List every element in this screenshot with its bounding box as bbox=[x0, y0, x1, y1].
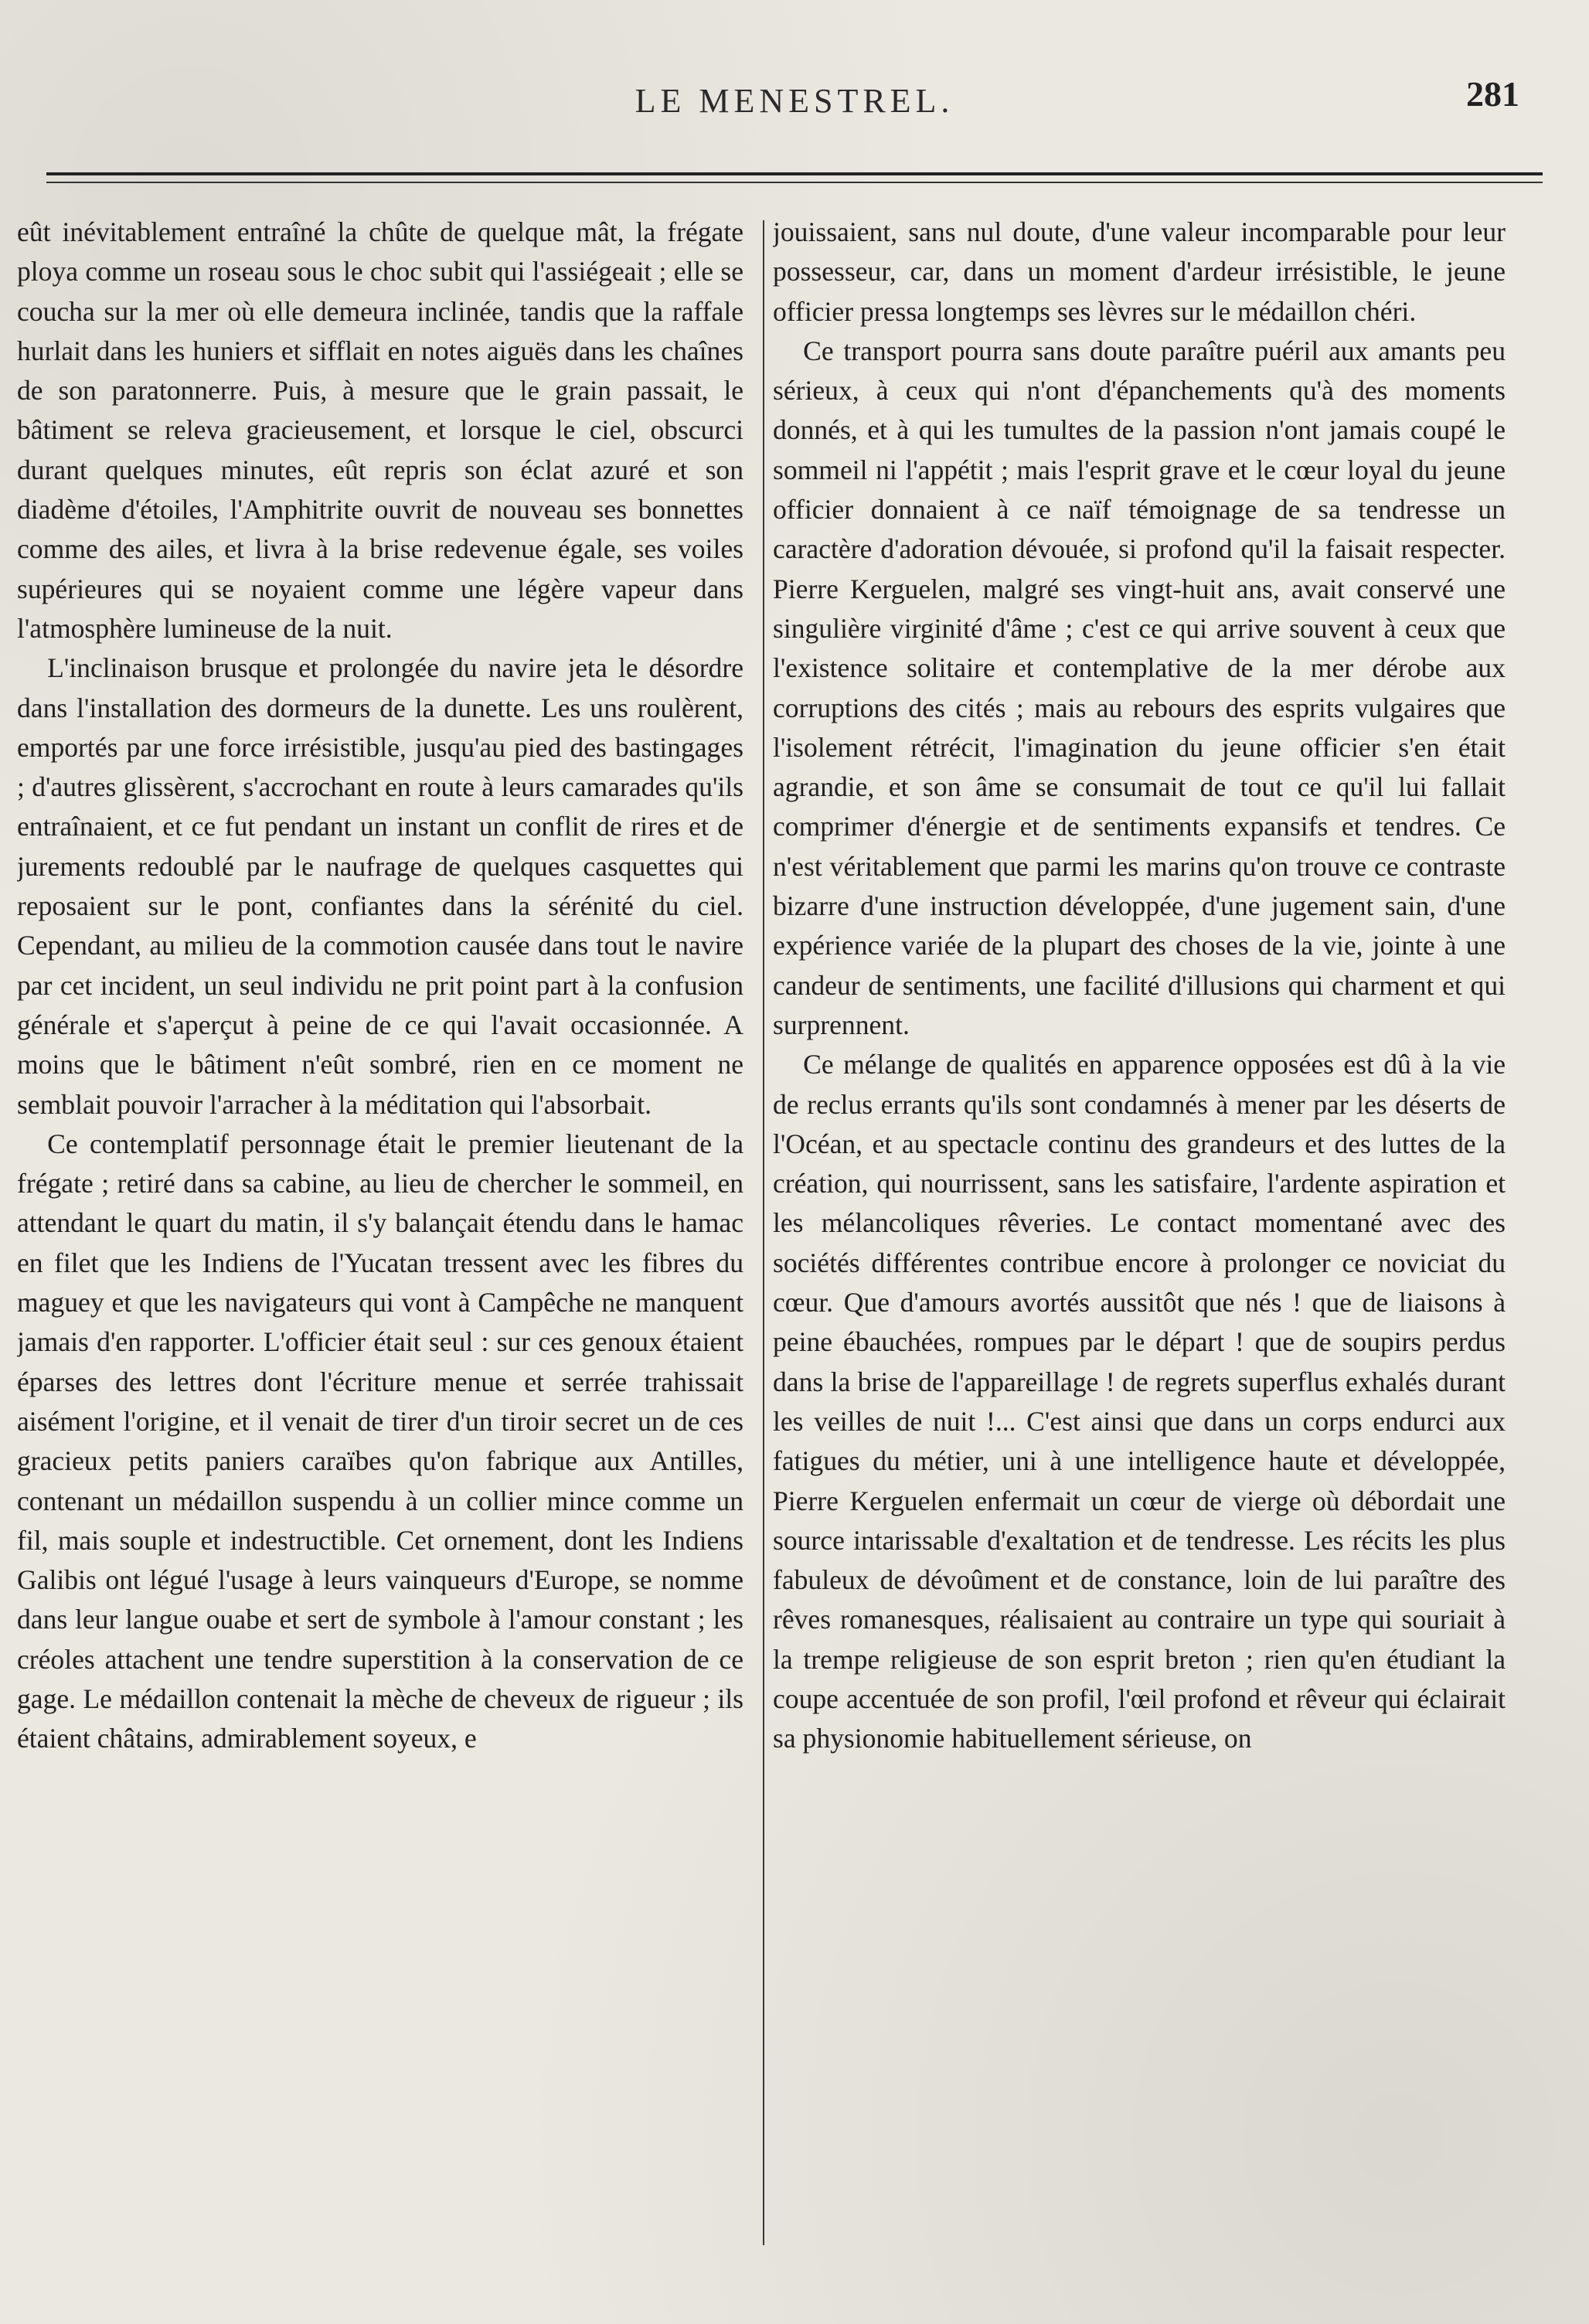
right-paragraph-3: Ce mélange de qualités en apparence opposées est dû à la vie de reclus errants qu'ils sont condamnés à mener par les déserts de l'Océan, et au spectacle continu des grandeurs et des luttes de la création, qui nourrissent, sans les satisfaire, l'ardente aspiration et les mélancoliques rêveries. Le contact momentané avec des sociétés différentes contribue encore à prolonger ce noviciat du cœur. Que d'amours avortés aussitôt que nés ! que de liaisons à peine ébauchées, rompues par le départ ! que de soupirs perdus dans la brise de l'appareillage ! de regrets superflus exhalés durant les veilles de nuit !... C'est ainsi que dans un corps endurci aux fatigues du métier, uni à une intelligence haute et développée, Pierre Kerguelen enfermait un cœur de vierge où débordait une source intarissable d'exaltation et de tendresse. Les récits les plus fabuleux de dévoûment et de constance, loin de lui paraître des rêves romanesques, réalisaient au contraire un type qui souriait à la trempe religieuse de son esprit breton ; rien qu'en étudiant la coupe accentuée de son profil, l'œil profond et rêveur qui éclairait sa physionomie habituellement sérieuse, on bbox=[773, 1049, 1506, 1754]
right-paragraph-1: jouissaient, sans nul doute, d'une valeur incomparable pour leur possesseur, car, dans un moment d'ardeur irrésistible, le jeune officier pressa longtemps ses lèvres sur le médaillon chéri. bbox=[773, 216, 1506, 327]
left-paragraph-1: eût inévitablement entraîné la chûte de quelque mât, la frégate ploya comme un roseau sous le choc subit qui l'assiégeait ; elle se coucha sur la mer où elle demeura inclinée, tandis que la raffale hurlait dans les huniers et sifflait en notes aiguës dans les chaînes de son paratonnerre. Puis, à mesure que le grain passait, le bâtiment se releva gracieusement, et lorsque le ciel, obscurci durant quelques minutes, eût repris son éclat azuré et son diadème d'étoiles, l'Amphitrite ouvrit de nouveau ses bonnettes comme des ailes, et livra à la brise redevenue égale, ses voiles supérieures qui se noyaient comme une légère vapeur dans l'atmosphère lumineuse de la nuit. bbox=[17, 216, 743, 644]
left-column bbox=[17, 213, 743, 2261]
masthead-title: LE MENESTREL. bbox=[635, 82, 954, 120]
page-header bbox=[46, 73, 1543, 151]
right-paragraph-2: Ce transport pourra sans doute paraître puéril aux amants peu sérieux, à ceux qui n'ont d'épanchements qu'à des moments donnés, et à qui les tumultes de la passion n'ont jamais coupé le sommeil ni l'appétit ; mais l'esprit grave et le cœur loyal du jeune officier donnaient à ce naïf témoignage de sa tendresse un caractère d'adoration dévouée, si profond qu'il la faisait respecter. Pierre Kerguelen, malgré ses vingt-huit ans, avait conservé une singulière virginité d'âme ; c'est ce qui arrive souvent à ceux que l'existence solitaire et contemplative de la mer dérobe aux corruptions des cités ; mais au rebours des esprits vulgaires que l'isolement rétrécit, l'imagination du jeune officier s'en était agrandie, et son âme se consumait de tout ce qu'il lui fallait comprimer d'énergie et de sentiments expansifs et tendres. Ce n'est véritablement que parmi les marins qu'on trouve ce contraste bizarre d'une instruction développée, d'une jugement sain, d'une expérience variée de la plupart des choses de la vie, jointe à une candeur de sentiments, une facilité d'illusions qui charment et qui surprennent. bbox=[773, 335, 1506, 1040]
column-divider bbox=[763, 220, 764, 2245]
header-rule-thick bbox=[46, 172, 1543, 175]
left-paragraph-3: Ce contemplatif personnage était le premier lieutenant de la frégate ; retiré dans sa cabine, au lieu de chercher le sommeil, en attendant le quart du matin, il s'y balançait étendu dans le hamac en filet que les Indiens de l'Yucatan tressent avec les fibres du maguey et que les navigateurs qui vont à Campêche ne manquent jamais d'en rapporter. L'officier était seul : sur ces genoux étaient éparses des lettres dont l'écriture menue et serrée trahissait aisément l'origine, et il venait de tirer d'un tiroir secret un de ces gracieux petits paniers caraïbes qu'on fabrique aux Antilles, contenant un médaillon suspendu à un collier mince comme un fil, mais souple et indestructible. Cet ornement, dont les Indiens Galibis ont légué l'usage à leurs vainqueurs d'Europe, se nomme dans leur langue ouabe et sert de symbole à l'amour constant ; les créoles attachent une tendre superstition à la conservation de ce gage. Le médaillon contenait la mèche de cheveux de rigueur ; ils étaient châtains, admirablement soyeux, e bbox=[17, 1128, 743, 1754]
header-rule-thin bbox=[46, 182, 1543, 183]
right-column bbox=[773, 213, 1506, 2261]
left-paragraph-2: L'inclinaison brusque et prolongée du navire jeta le désordre dans l'installation des dormeurs de la dunette. Les uns roulèrent, emportés par une force irrésistible, jusqu'au pied des bastingages ; d'autres glissèrent, s'accrochant en route à leurs camarades qu'ils entraînaient, et ce fut pendant un instant un conflit de rires et de jurements redoublé par le naufrage de quelques casquettes qui reposaient sur le pont, confiantes dans la sérénité du ciel. Cependant, au milieu de la commotion causée dans tout le navire par cet incident, un seul individu ne prit point part à la confusion générale et s'aperçut à peine de ce qui l'avait occasionnée. A moins que le bâtiment n'eût sombré, rien en ce moment ne semblait pouvoir l'arracher à la méditation qui l'absorbait. bbox=[17, 652, 743, 1120]
page-number: 281 bbox=[1466, 74, 1519, 114]
